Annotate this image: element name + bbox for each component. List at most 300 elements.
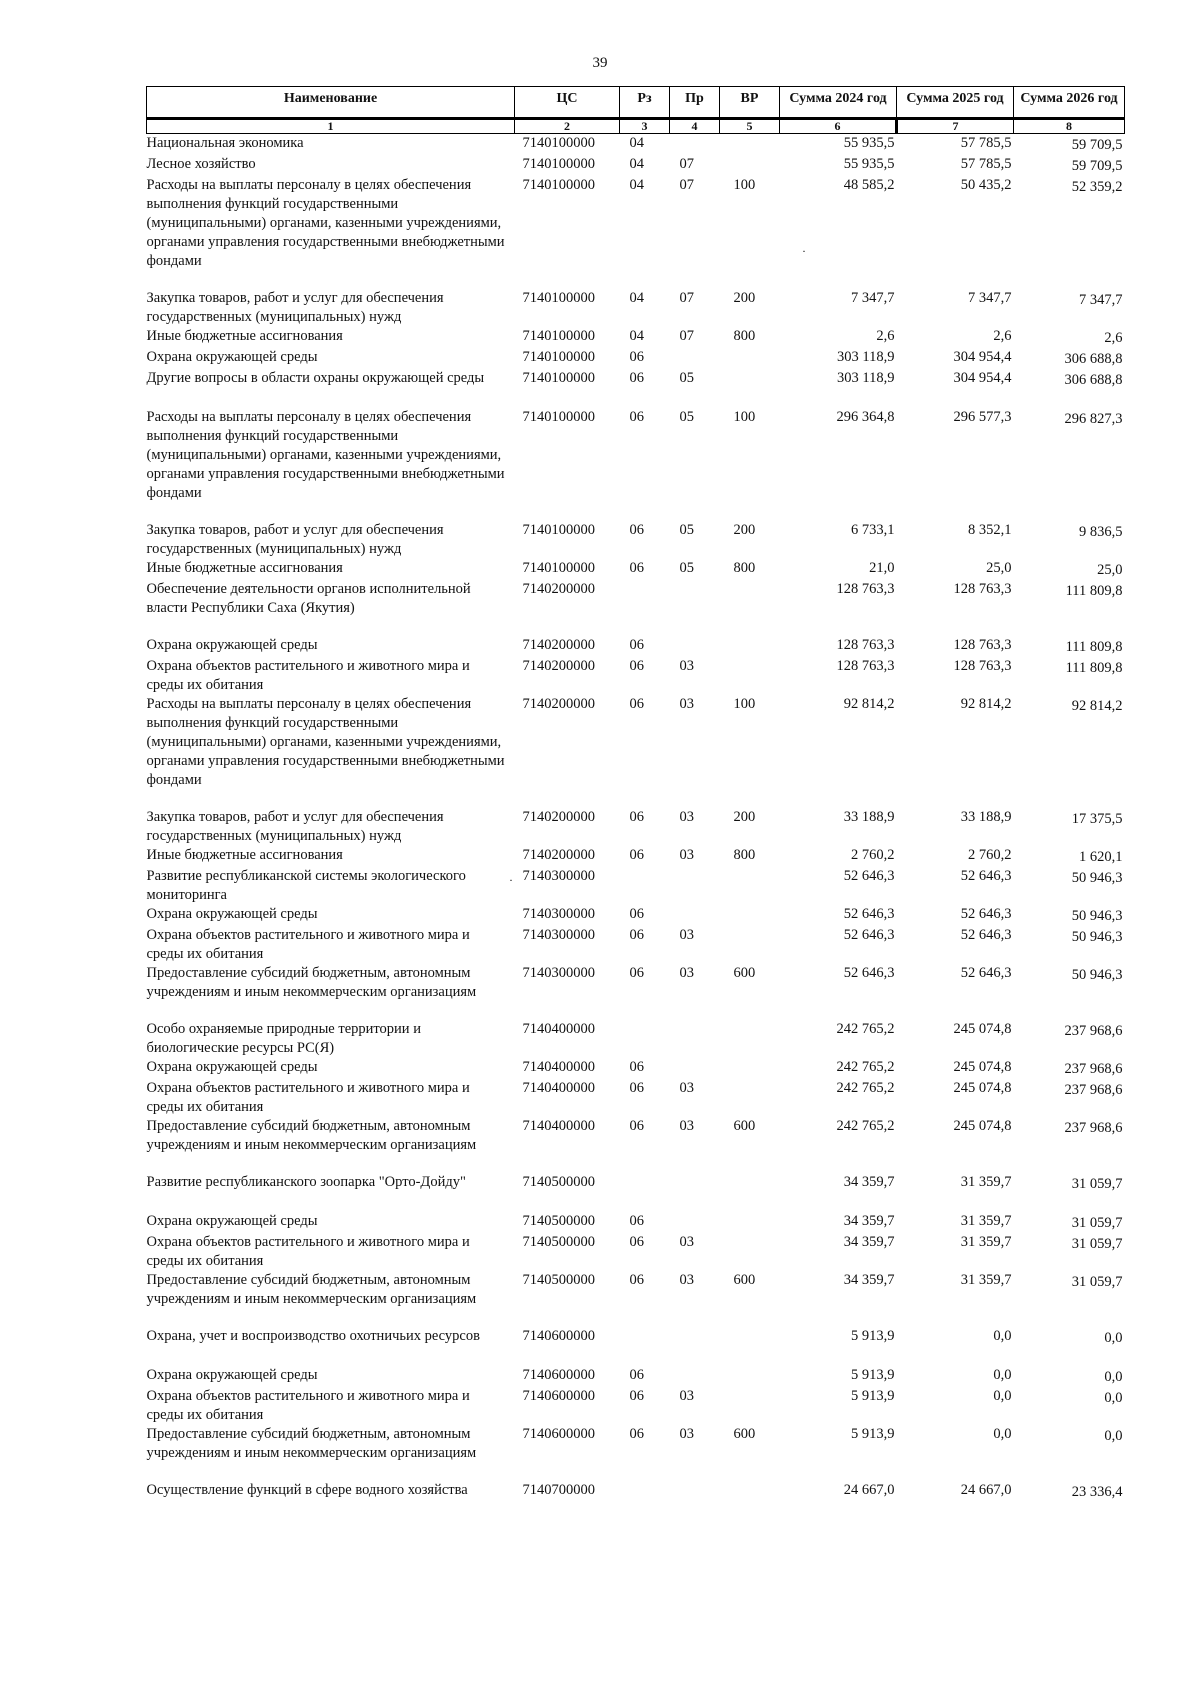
row-vr-code bbox=[720, 1327, 780, 1348]
table-row bbox=[147, 155, 1125, 176]
row-sum-2026: 31 059,7 bbox=[1071, 1274, 1123, 1290]
row-sum-2025: 25,0 bbox=[986, 560, 1012, 576]
row-pr-code bbox=[670, 348, 720, 369]
row-pr-code: 03 bbox=[679, 1118, 694, 1134]
row-cs-code: 7140100000 bbox=[522, 560, 595, 576]
row-rz-code: 06 bbox=[629, 349, 644, 365]
row-rz-code: 06 bbox=[629, 560, 644, 576]
row-sum-2025: 24 667,0 bbox=[960, 1482, 1012, 1498]
row-sum-2025: 245 074,8 bbox=[953, 1080, 1012, 1096]
row-gap bbox=[147, 503, 1125, 521]
row-gap-cell bbox=[147, 1309, 1125, 1327]
row-sum-2026: 25,0 bbox=[1097, 562, 1123, 578]
table-row bbox=[147, 176, 1125, 271]
table-row bbox=[147, 657, 1125, 695]
row-sum-2025: 0,0 bbox=[993, 1426, 1012, 1442]
table-row bbox=[147, 846, 1125, 867]
row-rz-code: 04 bbox=[629, 135, 644, 151]
row-sum-2025: 8 352,1 bbox=[968, 522, 1012, 538]
row-sum-2026: 306 688,8 bbox=[1064, 372, 1123, 388]
row-cs-code: 7140200000 bbox=[522, 637, 595, 653]
row-pr-code: 07 bbox=[679, 156, 694, 172]
row-sum-2025: 52 646,3 bbox=[960, 965, 1012, 981]
row-rz-code: 06 bbox=[629, 637, 644, 653]
row-sum-2024: 55 935,5 bbox=[843, 135, 895, 151]
row-sum-2026: 0,0 bbox=[1104, 1330, 1123, 1346]
row-cs-code: 7140700000 bbox=[522, 1482, 595, 1498]
row-sum-2026: 237 968,6 bbox=[1064, 1061, 1123, 1077]
row-sum-2026: 296 827,3 bbox=[1064, 411, 1123, 427]
row-gap bbox=[147, 618, 1125, 636]
row-sum-2025: 0,0 bbox=[993, 1367, 1012, 1383]
row-pr-code: 03 bbox=[679, 847, 694, 863]
row-rz-code: 04 bbox=[629, 328, 644, 344]
row-sum-2025: 2,6 bbox=[993, 328, 1012, 344]
row-sum-2024: 128 763,3 bbox=[836, 581, 895, 597]
table-row bbox=[147, 1079, 1125, 1117]
row-vr-code: 100 bbox=[733, 409, 756, 425]
row-sum-2024: 242 765,2 bbox=[836, 1059, 895, 1075]
table-row bbox=[147, 1327, 1125, 1348]
page-number: 39 bbox=[592, 55, 608, 71]
row-cs-code: 7140100000 bbox=[522, 370, 595, 386]
row-name: Расходы на выплаты персоналу в целях обеспечения выполнения функций государственными (муниципальными) органами, казенными учреждениями, органами управления государственными внебюджетными фондами bbox=[146, 177, 505, 269]
row-sum-2025: 31 359,7 bbox=[960, 1272, 1012, 1288]
row-pr-code bbox=[670, 1058, 720, 1079]
row-rz-code: 06 bbox=[629, 847, 644, 863]
row-sum-2024: 5 913,9 bbox=[851, 1328, 895, 1344]
table-row bbox=[147, 964, 1125, 1002]
table-row bbox=[147, 348, 1125, 369]
column-number: 5 bbox=[720, 119, 780, 134]
table-row bbox=[147, 926, 1125, 964]
row-gap-cell bbox=[147, 503, 1125, 521]
row-sum-2024: 21,0 bbox=[869, 560, 895, 576]
row-vr-code bbox=[720, 1058, 780, 1079]
row-name: Охрана окружающей среды bbox=[146, 637, 318, 653]
row-gap bbox=[147, 1155, 1125, 1173]
row-vr-code bbox=[720, 348, 780, 369]
row-rz-code: 06 bbox=[629, 1272, 644, 1288]
table-row bbox=[147, 905, 1125, 926]
row-pr-code bbox=[670, 1020, 720, 1058]
row-name: Осуществление функций в сфере водного хозяйства bbox=[146, 1482, 468, 1498]
header-sum-2024: Сумма 2024 год bbox=[780, 87, 897, 119]
table-row bbox=[147, 636, 1125, 657]
row-cs-code: 7140100000 bbox=[522, 349, 595, 365]
row-sum-2026: 50 946,3 bbox=[1071, 929, 1123, 945]
row-gap-cell bbox=[147, 271, 1125, 289]
row-rz-code: 06 bbox=[629, 1059, 644, 1075]
row-vr-code bbox=[720, 636, 780, 657]
column-number: 3 bbox=[620, 119, 670, 134]
row-vr-code bbox=[720, 369, 780, 390]
column-number: 2 bbox=[515, 119, 620, 134]
row-sum-2026: 237 968,6 bbox=[1064, 1082, 1123, 1098]
row-sum-2025: 52 646,3 bbox=[960, 906, 1012, 922]
row-cs-code: 7140200000 bbox=[522, 658, 595, 674]
row-sum-2025: 304 954,4 bbox=[953, 370, 1012, 386]
row-sum-2025: 128 763,3 bbox=[953, 658, 1012, 674]
table-row bbox=[147, 1058, 1125, 1079]
row-vr-code bbox=[720, 1387, 780, 1425]
row-pr-code bbox=[670, 1173, 720, 1194]
row-name: Обеспечение деятельности органов исполнительной власти Республики Саха (Якутия) bbox=[146, 581, 471, 616]
row-sum-2026: 111 809,8 bbox=[1065, 660, 1123, 676]
row-rz-code: 06 bbox=[629, 658, 644, 674]
table-row bbox=[147, 1020, 1125, 1058]
row-sum-2024: 296 364,8 bbox=[836, 409, 895, 425]
row-cs-code: 7140100000 bbox=[522, 135, 595, 151]
row-pr-code: 03 bbox=[679, 1080, 694, 1096]
header-row bbox=[147, 87, 1125, 119]
row-sum-2024: 303 118,9 bbox=[837, 370, 895, 386]
row-cs-code: 7140100000 bbox=[522, 328, 595, 344]
table-row bbox=[147, 408, 1125, 503]
row-pr-code bbox=[670, 1212, 720, 1233]
row-vr-code: 100 bbox=[733, 177, 756, 193]
row-sum-2026: 0,0 bbox=[1104, 1390, 1123, 1406]
table-row bbox=[147, 521, 1125, 559]
row-pr-code: 03 bbox=[679, 1388, 694, 1404]
row-pr-code: 05 bbox=[679, 560, 694, 576]
table-row bbox=[147, 695, 1125, 790]
row-name: Охрана окружающей среды bbox=[146, 349, 318, 365]
row-vr-code: 200 bbox=[733, 522, 756, 538]
row-sum-2024: 242 765,2 bbox=[836, 1021, 895, 1037]
row-cs-code: 7140200000 bbox=[522, 809, 595, 825]
row-vr-code bbox=[720, 1020, 780, 1058]
table-row bbox=[147, 1366, 1125, 1387]
row-pr-code: 05 bbox=[679, 370, 694, 386]
row-name: Расходы на выплаты персоналу в целях обеспечения выполнения функций государственными (муниципальными) органами, казенными учреждениями, органами управления государственными внебюджетными фондами bbox=[146, 696, 505, 788]
row-sum-2025: 296 577,3 bbox=[953, 409, 1012, 425]
row-rz-code: 04 bbox=[629, 156, 644, 172]
row-sum-2026: 52 359,2 bbox=[1071, 179, 1123, 195]
row-name: Особо охраняемые природные территории и биологические ресурсы РС(Я) bbox=[146, 1021, 421, 1056]
row-rz-code: 06 bbox=[629, 1080, 644, 1096]
row-name: Охрана объектов растительного и животного мира и среды их обитания bbox=[146, 658, 470, 693]
row-cs-code: 7140400000 bbox=[522, 1118, 595, 1134]
row-cs-code: 7140100000 bbox=[522, 156, 595, 172]
header-pr: Пр bbox=[670, 87, 720, 119]
row-vr-code bbox=[720, 926, 780, 964]
row-sum-2026: 111 809,8 bbox=[1065, 639, 1123, 655]
row-rz-code: 06 bbox=[629, 1367, 644, 1383]
row-sum-2024: 52 646,3 bbox=[843, 906, 895, 922]
row-cs-code: 7140200000 bbox=[522, 847, 595, 863]
row-pr-code: 07 bbox=[679, 177, 694, 193]
column-number: 6 bbox=[780, 119, 897, 134]
row-vr-code bbox=[720, 580, 780, 618]
row-gap-cell bbox=[147, 1348, 1125, 1366]
table-row bbox=[147, 134, 1125, 156]
header-sum-2026: Сумма 2026 год bbox=[1014, 87, 1125, 119]
row-sum-2025: 31 359,7 bbox=[960, 1174, 1012, 1190]
row-pr-code: 03 bbox=[679, 1234, 694, 1250]
row-vr-code bbox=[720, 134, 780, 156]
row-sum-2026: 17 375,5 bbox=[1071, 811, 1123, 827]
row-sum-2024: 48 585,2 bbox=[843, 177, 895, 193]
row-cs-code: 7140300000 bbox=[522, 868, 595, 884]
row-rz-code: 06 bbox=[629, 696, 644, 712]
row-gap bbox=[147, 1309, 1125, 1327]
row-name: Национальная экономика bbox=[146, 135, 304, 151]
row-name: Охрана окружающей среды bbox=[146, 1213, 318, 1229]
row-name: Развитие республиканского зоопарка "Орто-Дойду" bbox=[146, 1174, 466, 1190]
row-vr-code: 200 bbox=[733, 809, 756, 825]
row-rz-code: 06 bbox=[629, 906, 644, 922]
row-gap bbox=[147, 271, 1125, 289]
table-row bbox=[147, 327, 1125, 348]
table-row bbox=[147, 867, 1125, 905]
row-sum-2025: 57 785,5 bbox=[960, 135, 1012, 151]
row-sum-2026: 50 946,3 bbox=[1071, 967, 1123, 983]
row-rz-code: 04 bbox=[629, 290, 644, 306]
row-sum-2024: 24 667,0 bbox=[843, 1482, 895, 1498]
row-rz-code: 06 bbox=[629, 522, 644, 538]
row-rz-code: 06 bbox=[629, 1213, 644, 1229]
row-name: Предоставление субсидий бюджетным, автономным учреждениям и иным некоммерческим организациям bbox=[146, 1118, 477, 1153]
row-rz-code bbox=[620, 867, 670, 905]
row-gap bbox=[147, 1348, 1125, 1366]
row-rz-code: 06 bbox=[629, 809, 644, 825]
row-cs-code: 7140400000 bbox=[522, 1059, 595, 1075]
row-gap-cell bbox=[147, 618, 1125, 636]
row-sum-2026: 50 946,3 bbox=[1071, 908, 1123, 924]
row-name: Закупка товаров, работ и услуг для обеспечения государственных (муниципальных) нужд bbox=[146, 522, 444, 557]
row-sum-2024: 242 765,2 bbox=[836, 1118, 895, 1134]
row-sum-2024: 52 646,3 bbox=[843, 965, 895, 981]
row-pr-code: 03 bbox=[679, 1272, 694, 1288]
row-vr-code: 800 bbox=[733, 328, 756, 344]
row-cs-code: 7140600000 bbox=[522, 1426, 595, 1442]
row-rz-code bbox=[620, 1020, 670, 1058]
row-sum-2026: 31 059,7 bbox=[1071, 1176, 1123, 1192]
row-sum-2026: 7 347,7 bbox=[1079, 292, 1123, 308]
row-name: Охрана окружающей среды bbox=[146, 1059, 318, 1075]
row-name: Лесное хозяйство bbox=[146, 156, 256, 172]
row-rz-code: 06 bbox=[629, 370, 644, 386]
table-row bbox=[147, 1117, 1125, 1155]
row-cs-code: 7140300000 bbox=[522, 906, 595, 922]
row-sum-2026: 23 336,4 bbox=[1071, 1484, 1123, 1500]
row-cs-code: 7140300000 bbox=[522, 965, 595, 981]
row-cs-code: 7140500000 bbox=[522, 1234, 595, 1250]
row-sum-2025: 31 359,7 bbox=[960, 1213, 1012, 1229]
row-sum-2026: 2,6 bbox=[1104, 330, 1123, 346]
row-sum-2025: 128 763,3 bbox=[953, 637, 1012, 653]
row-name: Предоставление субсидий бюджетным, автономным учреждениям и иным некоммерческим организациям bbox=[146, 965, 477, 1000]
row-vr-code bbox=[720, 1173, 780, 1194]
row-sum-2024: 92 814,2 bbox=[843, 696, 895, 712]
row-sum-2026: 237 968,6 bbox=[1064, 1023, 1123, 1039]
scan-speck: · bbox=[802, 244, 806, 258]
row-sum-2025: 50 435,2 bbox=[960, 177, 1012, 193]
row-sum-2025: 7 347,7 bbox=[968, 290, 1012, 306]
row-gap-cell bbox=[147, 790, 1125, 808]
row-sum-2026: 31 059,7 bbox=[1071, 1236, 1123, 1252]
row-sum-2026: 92 814,2 bbox=[1071, 698, 1123, 714]
row-sum-2024: 2 760,2 bbox=[851, 847, 895, 863]
row-sum-2025: 52 646,3 bbox=[960, 927, 1012, 943]
row-name: Охрана объектов растительного и животного мира и среды их обитания bbox=[146, 1388, 470, 1423]
row-pr-code: 07 bbox=[679, 290, 694, 306]
row-pr-code: 07 bbox=[679, 328, 694, 344]
row-vr-code bbox=[720, 1233, 780, 1271]
row-name: Иные бюджетные ассигнования bbox=[146, 328, 343, 344]
row-sum-2024: 242 765,2 bbox=[836, 1080, 895, 1096]
header-rz: Рз bbox=[620, 87, 670, 119]
row-gap-cell bbox=[147, 1463, 1125, 1481]
row-rz-code bbox=[620, 1173, 670, 1194]
table-row bbox=[147, 1481, 1125, 1502]
row-sum-2025: 52 646,3 bbox=[960, 868, 1012, 884]
row-vr-code bbox=[720, 905, 780, 926]
row-cs-code: 7140300000 bbox=[522, 927, 595, 943]
row-pr-code bbox=[670, 1327, 720, 1348]
row-sum-2026: 50 946,3 bbox=[1071, 870, 1123, 886]
row-rz-code: 06 bbox=[629, 1388, 644, 1404]
row-cs-code: 7140500000 bbox=[522, 1174, 595, 1190]
row-cs-code: 7140100000 bbox=[522, 177, 595, 193]
row-vr-code: 800 bbox=[733, 847, 756, 863]
table-row bbox=[147, 1233, 1125, 1271]
row-name: Развитие республиканской системы экологического мониторинга bbox=[146, 868, 466, 903]
table-row bbox=[147, 1271, 1125, 1309]
row-sum-2025: 31 359,7 bbox=[960, 1234, 1012, 1250]
row-vr-code: 600 bbox=[733, 1272, 756, 1288]
header-cs: ЦС bbox=[515, 87, 620, 119]
row-sum-2024: 303 118,9 bbox=[837, 349, 895, 365]
row-sum-2026: 9 836,5 bbox=[1079, 524, 1123, 540]
row-rz-code bbox=[620, 580, 670, 618]
row-name: Охрана объектов растительного и животного мира и среды их обитания bbox=[146, 1234, 470, 1269]
row-gap bbox=[147, 790, 1125, 808]
row-pr-code: 03 bbox=[679, 658, 694, 674]
row-pr-code bbox=[670, 1481, 720, 1502]
column-number-row bbox=[147, 119, 1125, 134]
row-sum-2025: 2 760,2 bbox=[968, 847, 1012, 863]
row-vr-code bbox=[720, 657, 780, 695]
row-name: Охрана окружающей среды bbox=[146, 906, 318, 922]
row-pr-code: 03 bbox=[679, 696, 694, 712]
row-cs-code: 7140600000 bbox=[522, 1388, 595, 1404]
table-row bbox=[147, 580, 1125, 618]
row-name: Другие вопросы в области охраны окружающей среды bbox=[146, 370, 485, 386]
row-pr-code: 03 bbox=[679, 965, 694, 981]
row-sum-2025: 57 785,5 bbox=[960, 156, 1012, 172]
column-number: 1 bbox=[147, 119, 515, 134]
row-name: Закупка товаров, работ и услуг для обеспечения государственных (муниципальных) нужд bbox=[146, 809, 444, 844]
table-row bbox=[147, 1387, 1125, 1425]
row-cs-code: 7140100000 bbox=[522, 522, 595, 538]
row-rz-code: 04 bbox=[629, 177, 644, 193]
row-sum-2025: 304 954,4 bbox=[953, 349, 1012, 365]
row-pr-code bbox=[670, 1366, 720, 1387]
row-sum-2024: 7 347,7 bbox=[851, 290, 895, 306]
row-pr-code: 03 bbox=[679, 1426, 694, 1442]
column-number: 8 bbox=[1014, 119, 1125, 134]
row-rz-code bbox=[620, 1481, 670, 1502]
row-sum-2025: 128 763,3 bbox=[953, 581, 1012, 597]
row-name: Иные бюджетные ассигнования bbox=[146, 847, 343, 863]
row-vr-code: 800 bbox=[733, 560, 756, 576]
row-sum-2024: 2,6 bbox=[876, 328, 895, 344]
row-sum-2024: 34 359,7 bbox=[843, 1272, 895, 1288]
row-name: Охрана, учет и воспроизводство охотничьих ресурсов bbox=[146, 1328, 480, 1344]
row-sum-2024: 5 913,9 bbox=[851, 1426, 895, 1442]
row-sum-2026: 31 059,7 bbox=[1071, 1215, 1123, 1231]
row-pr-code: 05 bbox=[679, 409, 694, 425]
budget-table bbox=[146, 86, 1125, 1502]
row-cs-code: 7140500000 bbox=[522, 1272, 595, 1288]
row-sum-2024: 5 913,9 bbox=[851, 1367, 895, 1383]
row-rz-code: 06 bbox=[629, 409, 644, 425]
row-pr-code bbox=[670, 636, 720, 657]
row-name: Предоставление субсидий бюджетным, автономным учреждениям и иным некоммерческим организациям bbox=[146, 1272, 477, 1307]
row-vr-code: 100 bbox=[733, 696, 756, 712]
row-vr-code bbox=[720, 867, 780, 905]
table-row bbox=[147, 559, 1125, 580]
table-row bbox=[147, 808, 1125, 846]
row-sum-2025: 245 074,8 bbox=[953, 1118, 1012, 1134]
table-row bbox=[147, 1425, 1125, 1463]
row-gap-cell bbox=[147, 390, 1125, 408]
row-rz-code: 06 bbox=[629, 1234, 644, 1250]
row-vr-code bbox=[720, 1366, 780, 1387]
table-row bbox=[147, 369, 1125, 390]
row-rz-code: 06 bbox=[629, 1118, 644, 1134]
row-sum-2024: 6 733,1 bbox=[851, 522, 895, 538]
row-sum-2024: 5 913,9 bbox=[851, 1388, 895, 1404]
row-sum-2024: 34 359,7 bbox=[843, 1234, 895, 1250]
row-pr-code: 03 bbox=[679, 809, 694, 825]
row-cs-code: 7140400000 bbox=[522, 1080, 595, 1096]
row-gap bbox=[147, 390, 1125, 408]
row-gap-cell bbox=[147, 1002, 1125, 1020]
row-sum-2024: 34 359,7 bbox=[843, 1174, 895, 1190]
table-row bbox=[147, 1173, 1125, 1194]
row-sum-2026: 0,0 bbox=[1104, 1428, 1123, 1444]
row-pr-code: 03 bbox=[679, 927, 694, 943]
row-vr-code bbox=[720, 1079, 780, 1117]
row-name: Предоставление субсидий бюджетным, автономным учреждениям и иным некоммерческим организациям bbox=[146, 1426, 477, 1461]
row-gap-cell bbox=[147, 1155, 1125, 1173]
scan-speck: · bbox=[509, 873, 513, 887]
row-cs-code: 7140200000 bbox=[522, 581, 595, 597]
row-rz-code bbox=[620, 1327, 670, 1348]
row-sum-2025: 245 074,8 bbox=[953, 1059, 1012, 1075]
row-vr-code: 600 bbox=[733, 1118, 756, 1134]
row-name: Охрана окружающей среды bbox=[146, 1367, 318, 1383]
row-sum-2024: 34 359,7 bbox=[843, 1213, 895, 1229]
row-cs-code: 7140200000 bbox=[522, 696, 595, 712]
row-gap bbox=[147, 1002, 1125, 1020]
row-sum-2024: 55 935,5 bbox=[843, 156, 895, 172]
table-row bbox=[147, 289, 1125, 327]
table-body bbox=[147, 134, 1125, 1503]
row-sum-2024: 33 188,9 bbox=[843, 809, 895, 825]
row-name: Охрана объектов растительного и животного мира и среды их обитания bbox=[146, 927, 470, 962]
row-rz-code: 06 bbox=[629, 965, 644, 981]
row-rz-code: 06 bbox=[629, 927, 644, 943]
row-rz-code: 06 bbox=[629, 1426, 644, 1442]
header-sum-2025: Сумма 2025 год bbox=[897, 87, 1014, 119]
row-pr-code bbox=[670, 867, 720, 905]
row-name: Расходы на выплаты персоналу в целях обеспечения выполнения функций государственными (муниципальными) органами, казенными учреждениями, органами управления государственными внебюджетными фондами bbox=[146, 409, 505, 501]
row-sum-2025: 92 814,2 bbox=[960, 696, 1012, 712]
